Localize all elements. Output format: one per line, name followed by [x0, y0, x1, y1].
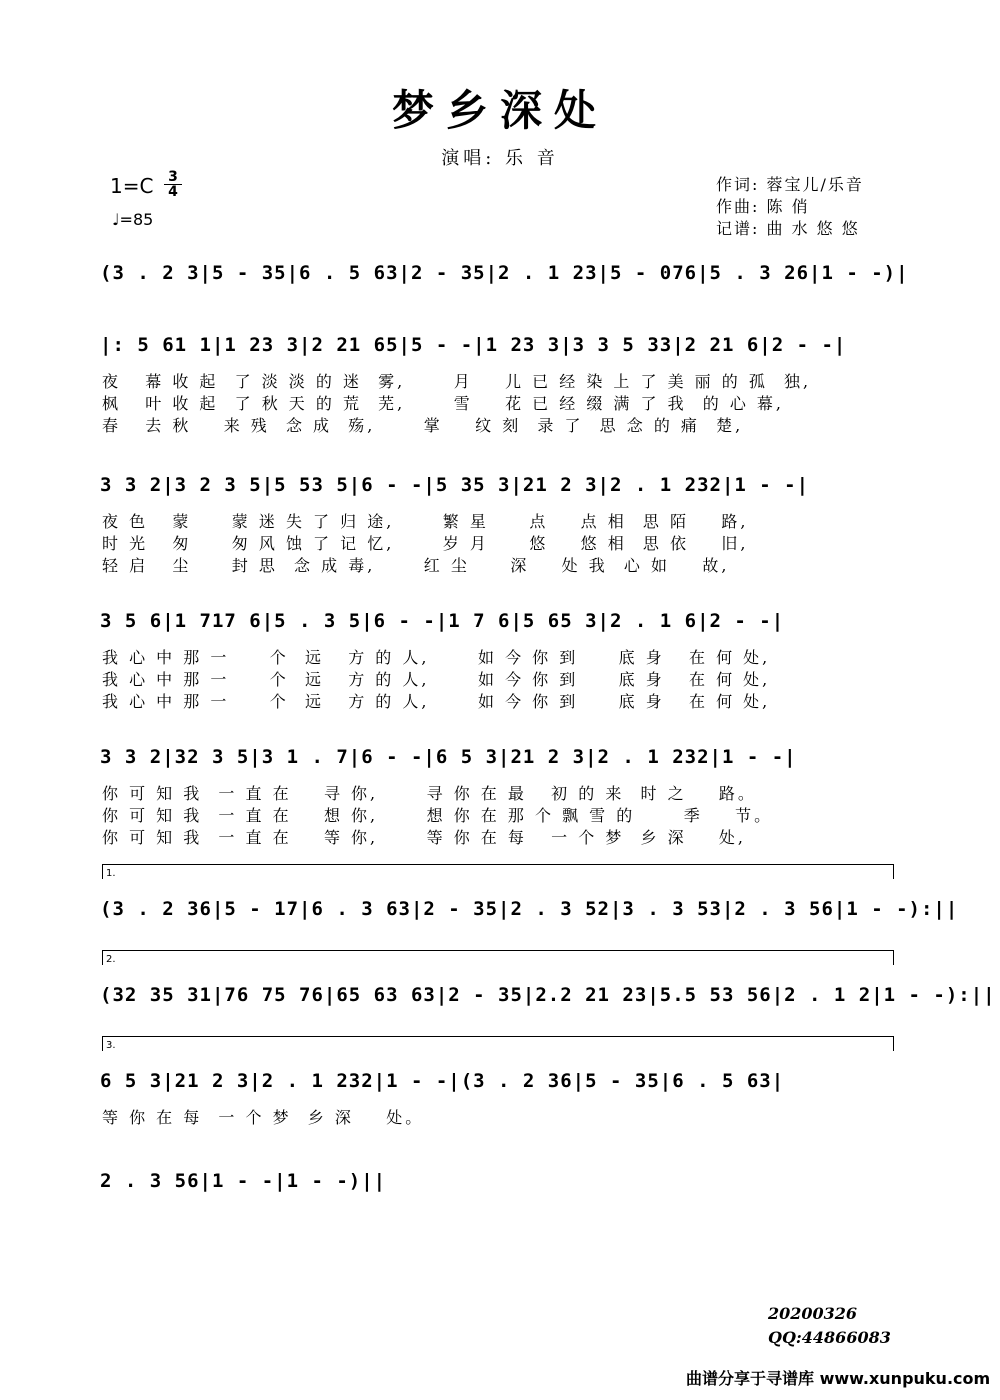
notation-line-1: (3 . 2 3|5 - 35|6 . 5 63|2 - 35|2 . 1 23|5 - 076|5 . 3 26|1 - -)|	[100, 262, 909, 284]
notation-line-5: 3 3 2|32 3 5|3 1 . 7|6 - -|6 5 3|21 2 3|2 . 1 232|1 - -|	[100, 746, 797, 768]
notation-line-volta-3: 6 5 3|21 2 3|2 . 1 232|1 - -|(3 . 2 36|5 - 35|6 . 5 63|	[100, 1070, 785, 1092]
notation-line-3: 3 3 2|3 2 3 5|5 53 5|6 - -|5 35 3|21 2 3|2 . 1 232|1 - -|	[100, 474, 810, 496]
lyric-line: 等 你 在 每 一 个 梦 乡 深 处。	[102, 1108, 425, 1127]
lyric-line: 夜 幕 收 起 了 淡 淡 的 迷 雾, 月 儿 已 经 染 上 了 美 丽 的 孤 独,	[102, 372, 812, 391]
key-signature: 1=C	[110, 174, 154, 198]
lyric-line: 夜 色 蒙 蒙 迷 失 了 归 途, 繁 星 点 点 相 思 陌 路,	[102, 512, 749, 531]
song-title: 梦乡深处	[391, 86, 608, 135]
lyric-line: 时 光 匆 匆 风 蚀 了 记 忆, 岁 月 悠 悠 相 思 依 旧,	[102, 534, 749, 553]
date-stamp: 20200326	[768, 1304, 858, 1323]
lyric-line: 我 心 中 那 一 个 远 方 的 人, 如 今 你 到 底 身 在 何 处,	[102, 648, 771, 667]
notation-line-final: 2 . 3 56|1 - -|1 - -)||	[100, 1170, 387, 1192]
volta-number-3: 3.	[106, 1040, 116, 1051]
lyric-line: 轻 启 尘 封 思 念 成 毒, 红 尘 深 处 我 心 如 故,	[102, 556, 730, 575]
lyric-line: 你 可 知 我 一 直 在 寻 你, 寻 你 在 最 初 的 来 时 之 路。	[102, 784, 757, 803]
notation-line-4: 3 5 6|1 717 6|5 . 3 5|6 - -|1 7 6|5 65 3|2 . 1 6|2 - -|	[100, 610, 785, 632]
tempo-marking: ♩=85	[112, 210, 154, 229]
lyric-line: 我 心 中 那 一 个 远 方 的 人, 如 今 你 到 底 身 在 何 处,	[102, 670, 771, 689]
volta-number-1: 1.	[106, 868, 116, 879]
lyric-line: 春 去 秋 来 残 念 成 殇, 掌 纹 刻 录 了 思 念 的 痛 楚,	[102, 416, 744, 435]
credits	[716, 174, 864, 240]
qq-number: QQ:44866083	[768, 1328, 891, 1347]
transcriber: 记谱: 曲 水 悠 悠	[716, 219, 860, 238]
lyricist: 作词: 蓉宝儿/乐音	[716, 175, 864, 194]
lyric-line: 你 可 知 我 一 直 在 等 你, 等 你 在 每 一 个 梦 乡 深 处,	[102, 828, 747, 847]
volta-bracket-3	[102, 1036, 894, 1051]
time-denominator: 4	[168, 184, 178, 200]
notation-line-volta-2: (32 35 31|76 75 76|65 63 63|2 - 35|2.2 21 23|5.5 53 56|2 . 1 2|1 - -):||	[100, 984, 996, 1006]
singer: 演唱: 乐 音	[441, 148, 559, 169]
composer: 作曲: 陈 俏	[716, 197, 810, 216]
footer-source: 曲谱分享于寻谱库 www.xunpuku.com	[686, 1369, 991, 1388]
time-signature	[164, 170, 182, 199]
volta-bracket-1	[102, 864, 894, 879]
notation-line-2: |: 5 61 1|1 23 3|2 21 65|5 - -|1 23 3|3 3 5 33|2 21 6|2 - -|	[100, 334, 847, 356]
volta-bracket-2	[102, 950, 894, 965]
notation-line-volta-1: (3 . 2 36|5 - 17|6 . 3 63|2 - 35|2 . 3 52|3 . 3 53|2 . 3 56|1 - -):||	[100, 898, 959, 920]
time-numerator: 3	[164, 170, 182, 185]
lyric-line: 枫 叶 收 起 了 秋 天 的 荒 芜, 雪 花 已 经 缀 满 了 我 的 心 幕,	[102, 394, 785, 413]
lyric-line: 我 心 中 那 一 个 远 方 的 人, 如 今 你 到 底 身 在 何 处,	[102, 692, 771, 711]
volta-number-2: 2.	[106, 954, 116, 965]
lyric-line: 你 可 知 我 一 直 在 想 你, 想 你 在 那 个 飘 雪 的 季 节。	[102, 806, 774, 825]
